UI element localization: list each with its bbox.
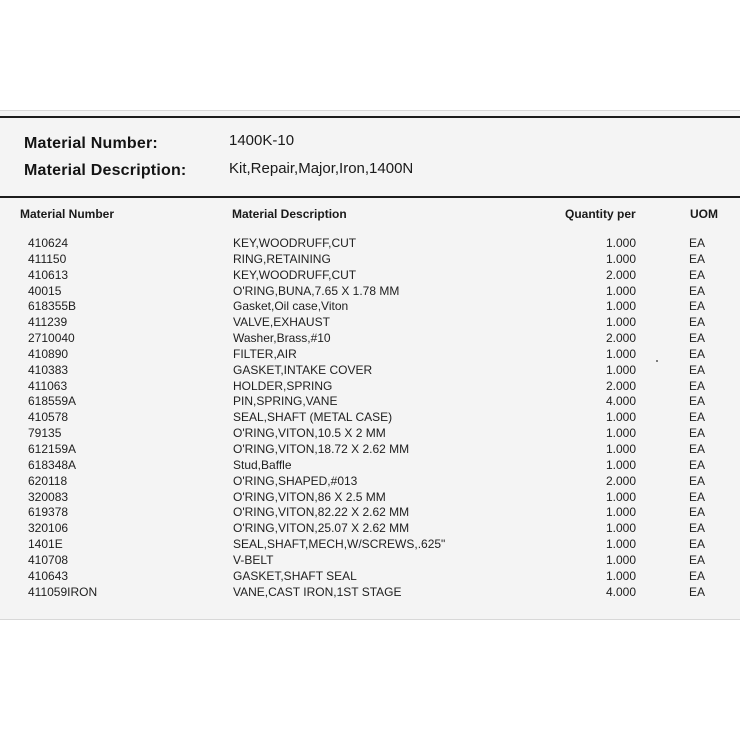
material-number-cell: 411059IRON xyxy=(28,584,98,599)
uom-cell: EA xyxy=(689,283,706,298)
table-row xyxy=(0,299,740,315)
material-number-label: Material Number: xyxy=(24,135,158,152)
uom-cell: EA xyxy=(689,346,706,361)
material-description-cell: PIN,SPRING,VANE xyxy=(233,394,338,409)
table-row xyxy=(0,505,740,521)
material-description-cell: O'RING,VITON,82.22 X 2.62 MM xyxy=(233,505,410,520)
material-description-cell: O'RING,VITON,10.5 X 2 MM xyxy=(233,426,386,441)
quantity-cell: 1.000 xyxy=(605,315,636,330)
quantity-cell: 1.000 xyxy=(605,441,636,456)
material-description-cell: GASKET,INTAKE COVER xyxy=(233,362,373,377)
material-number-cell: 410708 xyxy=(28,552,69,567)
material-number-cell: 411063 xyxy=(28,378,68,393)
material-number-cell: 410643 xyxy=(28,568,69,583)
column-header-number: Material Number xyxy=(20,207,115,221)
material-number-cell: 320083 xyxy=(28,489,69,504)
uom-cell: EA xyxy=(689,441,706,456)
uom-cell: EA xyxy=(689,552,706,567)
quantity-cell: 1.000 xyxy=(605,537,636,552)
quantity-cell: 1.000 xyxy=(605,489,636,504)
material-number-cell: 410383 xyxy=(28,362,69,377)
quantity-cell: 1.000 xyxy=(605,521,636,536)
table-row xyxy=(0,537,740,553)
material-description-cell: KEY,WOODRUFF,CUT xyxy=(233,236,357,250)
quantity-cell: 2.000 xyxy=(605,378,636,393)
material-number-cell: 618348A xyxy=(28,457,77,472)
quantity-cell: 1.000 xyxy=(605,236,636,250)
material-description-cell: V-BELT xyxy=(233,552,274,567)
uom-cell: EA xyxy=(689,236,706,250)
material-number-cell: 620118 xyxy=(28,473,68,488)
table-row xyxy=(0,284,740,300)
material-number-cell: 618559A xyxy=(28,394,77,409)
uom-cell: EA xyxy=(689,251,706,266)
table-row xyxy=(0,252,740,268)
table-row xyxy=(0,553,740,569)
uom-cell: EA xyxy=(689,394,706,409)
uom-cell: EA xyxy=(689,584,706,599)
quantity-cell: 1.000 xyxy=(605,552,636,567)
material-description-cell: VALVE,EXHAUST xyxy=(233,315,330,330)
table-row xyxy=(0,331,740,347)
column-header-quantity: Quantity per xyxy=(565,207,636,221)
material-number-cell: 410578 xyxy=(28,410,69,425)
material-description-cell: KEY,WOODRUFF,CUT xyxy=(233,267,357,282)
uom-cell: EA xyxy=(689,267,706,282)
material-number-cell: 612159A xyxy=(28,441,77,456)
quantity-cell: 1.000 xyxy=(605,251,636,266)
print-speck xyxy=(656,360,658,362)
material-description-cell: SEAL,SHAFT,MECH,W/SCREWS,.625" xyxy=(233,537,446,552)
uom-cell: EA xyxy=(689,426,706,441)
quantity-cell: 4.000 xyxy=(605,394,636,409)
uom-cell: EA xyxy=(689,457,706,472)
table-row xyxy=(0,474,740,490)
material-description-cell: HOLDER,SPRING xyxy=(233,378,333,393)
parts-table-body xyxy=(0,236,740,600)
material-description-cell: GASKET,SHAFT SEAL xyxy=(233,568,357,583)
quantity-cell: 2.000 xyxy=(605,473,636,488)
uom-cell: EA xyxy=(689,299,706,314)
uom-cell: EA xyxy=(689,473,706,488)
table-row xyxy=(0,363,740,379)
quantity-cell: 1.000 xyxy=(605,410,636,425)
quantity-cell: 2.000 xyxy=(605,331,636,346)
column-header-description: Material Description xyxy=(232,207,347,221)
material-description-cell: O'RING,VITON,86 X 2.5 MM xyxy=(233,489,386,504)
table-row xyxy=(0,347,740,363)
material-number-cell: 410613 xyxy=(28,267,69,282)
quantity-cell: 1.000 xyxy=(605,299,636,314)
quantity-cell: 1.000 xyxy=(605,362,636,377)
table-row xyxy=(0,490,740,506)
material-number-cell: 411239 xyxy=(28,315,68,330)
table-row xyxy=(0,426,740,442)
quantity-cell: 4.000 xyxy=(605,584,636,599)
quantity-cell: 1.000 xyxy=(605,568,636,583)
table-row xyxy=(0,585,740,601)
uom-cell: EA xyxy=(689,331,706,346)
table-row xyxy=(0,268,740,284)
quantity-cell: 1.000 xyxy=(605,346,636,361)
material-description-cell: O'RING,VITON,18.72 X 2.62 MM xyxy=(233,441,410,456)
uom-cell: EA xyxy=(689,410,706,425)
quantity-cell: 1.000 xyxy=(605,505,636,520)
table-row xyxy=(0,379,740,395)
table-row xyxy=(0,521,740,537)
material-description-cell: Gasket,Oil case,Viton xyxy=(233,299,349,314)
table-row xyxy=(0,236,740,252)
uom-cell: EA xyxy=(689,315,706,330)
uom-cell: EA xyxy=(689,537,706,552)
uom-cell: EA xyxy=(689,378,706,393)
table-row xyxy=(0,410,740,426)
material-number-cell: 411150 xyxy=(28,251,67,266)
material-description-cell: FILTER,AIR xyxy=(233,346,297,361)
table-row xyxy=(0,569,740,585)
material-description-cell: RING,RETAINING xyxy=(233,251,331,266)
uom-cell: EA xyxy=(689,521,706,536)
uom-cell: EA xyxy=(689,505,706,520)
material-number-cell: 79135 xyxy=(28,426,62,441)
material-number-cell: 619378 xyxy=(28,505,69,520)
header-top-rule xyxy=(0,116,740,118)
material-number-cell: 1401E xyxy=(28,537,63,552)
uom-cell: EA xyxy=(689,362,706,377)
uom-cell: EA xyxy=(689,568,706,583)
quantity-cell: 2.000 xyxy=(605,267,636,282)
material-description-cell: VANE,CAST IRON,1ST STAGE xyxy=(233,584,402,599)
uom-cell: EA xyxy=(689,489,706,504)
material-description-cell: O'RING,VITON,25.07 X 2.62 MM xyxy=(233,521,410,536)
material-number-cell: 40015 xyxy=(28,283,62,298)
material-number-cell: 320106 xyxy=(28,521,69,536)
material-number-cell: 410890 xyxy=(28,346,69,361)
material-description-cell: O'RING,SHAPED,#013 xyxy=(233,473,358,488)
table-row xyxy=(0,315,740,331)
material-description-cell: SEAL,SHAFT (METAL CASE) xyxy=(233,410,393,425)
material-description-cell: O'RING,BUNA,7.65 X 1.78 MM xyxy=(233,283,400,298)
table-row xyxy=(0,442,740,458)
material-description-value: Kit,Repair,Major,Iron,1400N xyxy=(229,160,414,177)
header-bottom-rule xyxy=(0,196,740,198)
material-number-cell: 618355B xyxy=(28,299,77,314)
table-row xyxy=(0,458,740,474)
material-description-cell: Washer,Brass,#10 xyxy=(233,331,331,346)
quantity-cell: 1.000 xyxy=(605,426,636,441)
material-number-cell: 2710040 xyxy=(28,331,75,346)
material-description-cell: Stud,Baffle xyxy=(233,457,292,472)
material-number-value: 1400K-10 xyxy=(229,132,295,149)
material-description-label: Material Description: xyxy=(24,162,187,179)
column-header-uom: UOM xyxy=(690,207,718,221)
quantity-cell: 1.000 xyxy=(605,283,636,298)
table-row xyxy=(0,394,740,410)
quantity-cell: 1.000 xyxy=(605,457,636,472)
material-number-cell: 410624 xyxy=(28,236,69,250)
